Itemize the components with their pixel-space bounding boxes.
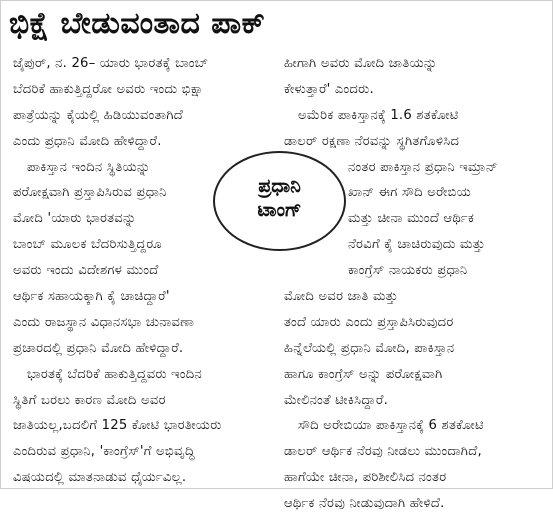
text-line: ಪಾತ್ರೆಯನ್ನು ಕೈಯಲ್ಲಿ ಹಿಡಿಯುವಂತಾಗಿದೆ [13,107,184,123]
text-line: ಬಾಂಬ್ ಮೂಲಕ ಬೆದರಿಸುತ್ತಿದ್ದರೂ [13,237,162,253]
left-column [13,51,275,491]
right-column [284,51,546,517]
text-line: ಆರ್ಥಿಕ ನೆರವು ನೀಡುವುದಾಗಿ ಹೇಳಿದೆ. [284,496,445,512]
pm-badge [213,151,346,251]
badge-line-2: ಟಾಂಗ್ [257,199,302,221]
text-line: ಪರೋಕ್ಷವಾಗಿ ಪ್ರಸ್ತಾಪಿಸಿರುವ ಪ್ರಧಾನಿ [13,185,167,201]
text-line: ಅಮೆರಿಕ ಪಾಕಿಸ್ತಾನಕ್ಕೆ 1.6 ಶತಕೋಟಿ [298,107,459,123]
text-line: ಹಾಗೆಯೇ ಚೀನಾ, ಪರಿಶೀಲಿಸಿದ ನಂತರ [284,470,447,486]
text-line: ಡಾಲರ್ ಆರ್ಥಿಕ ನೆರವು ನೀಡಲು ಮುಂದಾಗಿದೆ, [284,444,482,460]
text-line: ಭಾರತಕ್ಕೆ ಬೆದರಿಕೆ ಹಾಕುತ್ತಿದ್ದವರು ಇಂದಿನ [27,366,203,382]
text-line: ವಿಷಯದಲ್ಲಿ ಮಾತನಾಡುವ ಧೈರ್ಯವಿಲ್ಲ. [13,470,187,486]
text-line: ಹಿನ್ನೆಲೆಯಲ್ಲಿ ಪ್ರಧಾನಿ ಮೋದಿ, ಪಾಕಿಸ್ತಾನ [284,340,455,356]
text-line: ಮೋದಿ ಅವರ ಜಾತಿ ಮತ್ತು [284,289,399,305]
text-line: ಕಾಂಗ್ರೆಸ್ ನಾಯಕರು ಪ್ರಧಾನಿ [348,263,468,279]
text-line: ಮತ್ತು ಚೀನಾ ಮುಂದೆ ಆರ್ಥಿಕ [348,211,475,227]
text-line: ಅವರು ಇಂದು ವಿದೇಶಗಳ ಮುಂದೆ [13,263,159,279]
text-line: ಜೈಪುರ್, ನ. 26– ಯಾರು ಭಾರತಕ್ಕೆ ಬಾಂಬ್ [13,56,209,71]
text-line: ಹಾಗೂ ಕಾಂಗ್ರೆಸ್ ಅನ್ನು ಪರೋಕ್ಷವಾಗಿ [284,366,443,382]
text-line: ನಂತರ ಪಾಕಿಸ್ತಾನ ಪ್ರಧಾನಿ ಇಮ್ರಾನ್ [348,159,498,175]
text-line: ಬೆದರಿಕೆ ಹಾಕುತ್ತಿದ್ದರೋ ಅವರು ಇಂದು ಭಿಕ್ಷಾ [13,81,204,97]
text-line: ಕೇಳುತ್ತಾರೆ' ಎಂದರು. [284,81,374,97]
headline: ಭಿಕ್ಷೆ ಬೇಡುವಂತಾದ ಪಾಕ್ [9,6,266,41]
text-line: ಮೋದಿ 'ಯಾರು ಭಾರತವನ್ನು [13,211,137,227]
text-line: ಆರ್ಥಿಕ ಸಹಾಯಕ್ಕಾಗಿ ಕೈ ಚಾಚಿದ್ದಾರೆ' [13,289,170,305]
text-line: ಡಾಲರ್ ರಕ್ಷಣಾ ನೆರವನ್ನು ಸ್ಥಗಿತಗೊಳಿಸಿದ [284,133,460,149]
text-line: ಸೌದಿ ಅರೇಬಿಯಾ ಪಾಕಿಸ್ತಾನಕ್ಕೆ 6 ಶತಕೋಟಿ [298,418,484,434]
text-line: ಜಾತಿಯಲ್ಲ,ಬದಲಿಗೆ 125 ಕೋಟಿ ಭಾರತೀಯರು [13,418,222,434]
text-line: ಪ್ರಚಾರದಲ್ಲಿ ಪ್ರಧಾನಿ ಮೋದಿ ಹೇಳಿದ್ದಾರೆ. [13,340,184,356]
text-line: ನೆರವಿಗೆ ಕೈ ಚಾಚಿರುವುದು ಮತ್ತು [348,237,486,253]
text-line: ಎಂದಿರುವ ಪ್ರಧಾನಿ, 'ಕಾಂಗ್ರೆಸ್'ಗೆ ಅಭಿವೃದ್ಧಿ [13,444,195,460]
text-line: ಮೇಲಿನಂತೆ ಟೀಕಿಸಿದ್ದಾರೆ. [284,392,389,408]
text-line: ಎಂದು ರಾಜಸ್ಥಾನ ವಿಧಾನಸಭಾ ಚುನಾವಣಾ [13,314,195,330]
text-line: ಸ್ಥಿತಿಗೆ ಬರಲು ಕಾರಣ ಮೋದಿ ಅವರ [13,392,166,408]
text-line: ತಂದೆ ಯಾರು ಎಂದು ಪ್ರಸ್ತಾಪಿಸಿರುವುದರ [284,314,454,330]
text-line: ಖಾನ್ ಈಗ ಸೌದಿ ಅರೇಬಿಯ [348,185,472,201]
badge-line-1: ಪ್ರಧಾನಿ [258,175,301,197]
text-line: ಹೀಗಾಗಿ ಅವರು ಮೋದಿ ಜಾತಿಯನ್ನು [284,56,438,71]
text-line: ಪಾಕಿಸ್ತಾನ ಇಂದಿನ ಸ್ಥಿತಿಯನ್ನು [27,159,151,175]
text-line: ಎಂದು ಪ್ರಧಾನಿ ಮೋದಿ ಹೇಳಿದ್ದಾರೆ. [13,133,162,149]
